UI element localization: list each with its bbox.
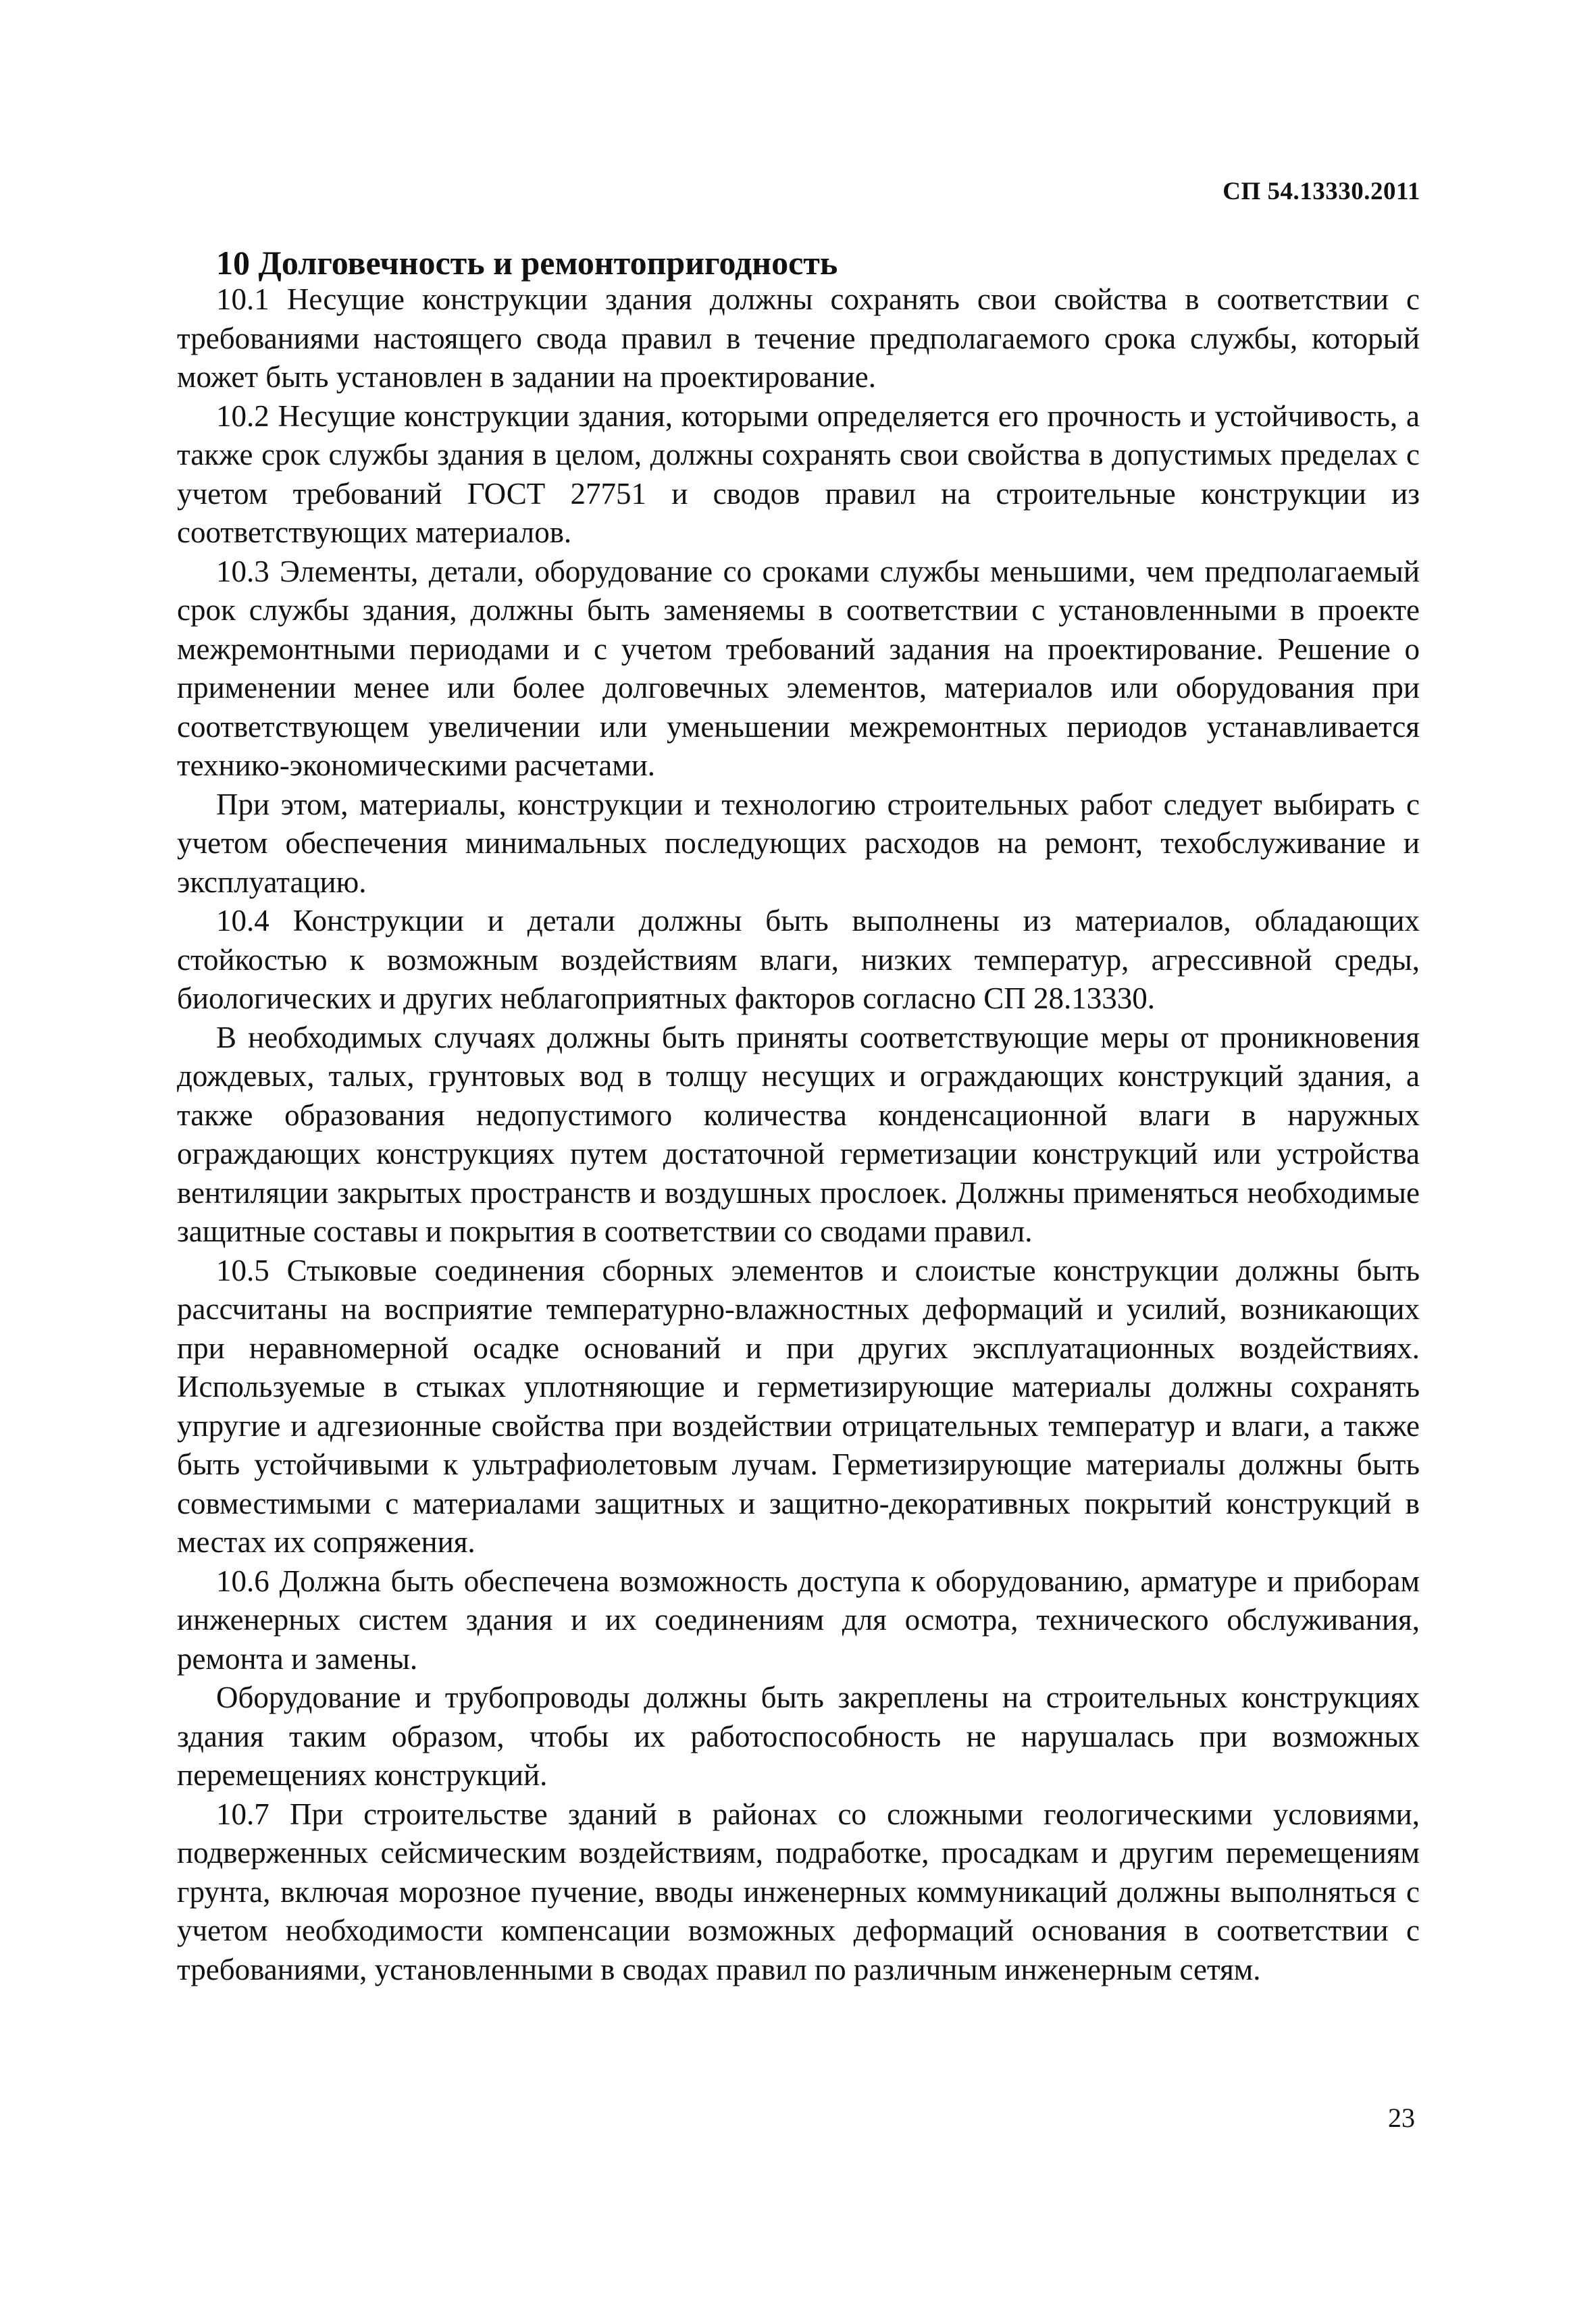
paragraph-10-6-note: Оборудование и трубопроводы должны быть закреплены на строительных конструкциях здания таким образом, чтобы их работоспособность не нарушалась при возможных перемещениях конструкций. bbox=[177, 1680, 1420, 1792]
paragraph-10-1: 10.1 Несущие конструкции здания должны сохранять свои свойства в соответствии с требованиями настоящего свода правил в течение предполагаемого срока службы, который может быть установлен в задании на проектирование. bbox=[177, 282, 1420, 394]
paragraph-10-3: 10.3 Элементы, детали, оборудование со сроками службы меньшими, чем предполагаемый срок службы здания, должны быть заменяемы в соответствии с установленными в проекте межремонтными периодами и с учетом требований задания на проектирование. Решение о применении менее или более долговечных элементов, материалов или оборудования при соответствующем увеличении или уменьшении межремонтных периодов устанавливается технико-экономическими расчетами. bbox=[177, 554, 1420, 782]
paragraph-10-2: 10.2 Несущие конструкции здания, которыми определяется его прочность и устойчивость, а также срок службы здания в целом, должны сохранять свои свойства в допустимых пределах с учетом требований ГОСТ 27751 и сводов правил на строительные конструкции из соответствующих материалов. bbox=[177, 398, 1420, 549]
page-number: 23 bbox=[1388, 2103, 1415, 2133]
section-body bbox=[177, 280, 1420, 1989]
section-title: 10 Долговечность и ремонтопригодность bbox=[216, 244, 838, 282]
paragraph-10-6: 10.6 Должна быть обеспечена возможность доступа к оборудованию, арматуре и приборам инженерных систем здания и их соединениям для осмотра, технического обслуживания, ремонта и замены. bbox=[177, 1564, 1420, 1676]
paragraph-10-4: 10.4 Конструкции и детали должны быть выполнены из материалов, обладающих стойкостью к возможным воздействиям влаги, низких температур, агрессивной среды, биологических и других неблагоприятных факторов согласно СП 28.13330. bbox=[177, 904, 1420, 1015]
paragraph-10-5: 10.5 Стыковые соединения сборных элементов и слоистые конструкции должны быть рассчитаны на восприятие температурно-влажностных деформаций и усилий, возникающих при неравномерной осадке оснований и при других эксплуатационных воздействиях. Используемые в стыках уплотняющие и герметизирующие материалы должны сохранять упругие и адгезионные свойства при воздействии отрицательных температур и влаги, а также быть устойчивыми к ультрафиолетовым лучам. Герметизирующие материалы должны быть совместимыми с материалами защитных и защитно-декоративных покрытий конструкций в местах их сопряжения. bbox=[177, 1253, 1420, 1559]
paragraph-10-4-note: В необходимых случаях должны быть приняты соответствующие меры от проникновения дождевых, талых, грунтовых вод в толщу несущих и ограждающих конструкций здания, а также образования недопустимого количества конденсационной влаги в наружных ограждающих конструкциях путем достаточной герметизации конструкций или устройства вентиляции закрытых пространств и воздушных прослоек. Должны применяться необходимые защитные составы и покрытия в соответствии со сводами правил. bbox=[177, 1020, 1420, 1248]
document-code: СП 54.13330.2011 bbox=[1222, 178, 1420, 205]
paragraph-10-7: 10.7 При строительстве зданий в районах со сложными геологическими условиями, подверженных сейсмическим воздействиям, подработке, просадкам и другим перемещениям грунта, включая морозное пучение, вводы инженерных коммуникаций должны выполняться с учетом необходимости компенсации возможных деформаций основания в соответствии с требованиями, установленными в сводах правил по различным инженерным сетям. bbox=[177, 1797, 1420, 1986]
paragraph-10-3-note: При этом, материалы, конструкции и технологию строительных работ следует выбирать с учетом обеспечения минимальных последующих расходов на ремонт, техобслуживание и эксплуатацию. bbox=[177, 787, 1420, 899]
